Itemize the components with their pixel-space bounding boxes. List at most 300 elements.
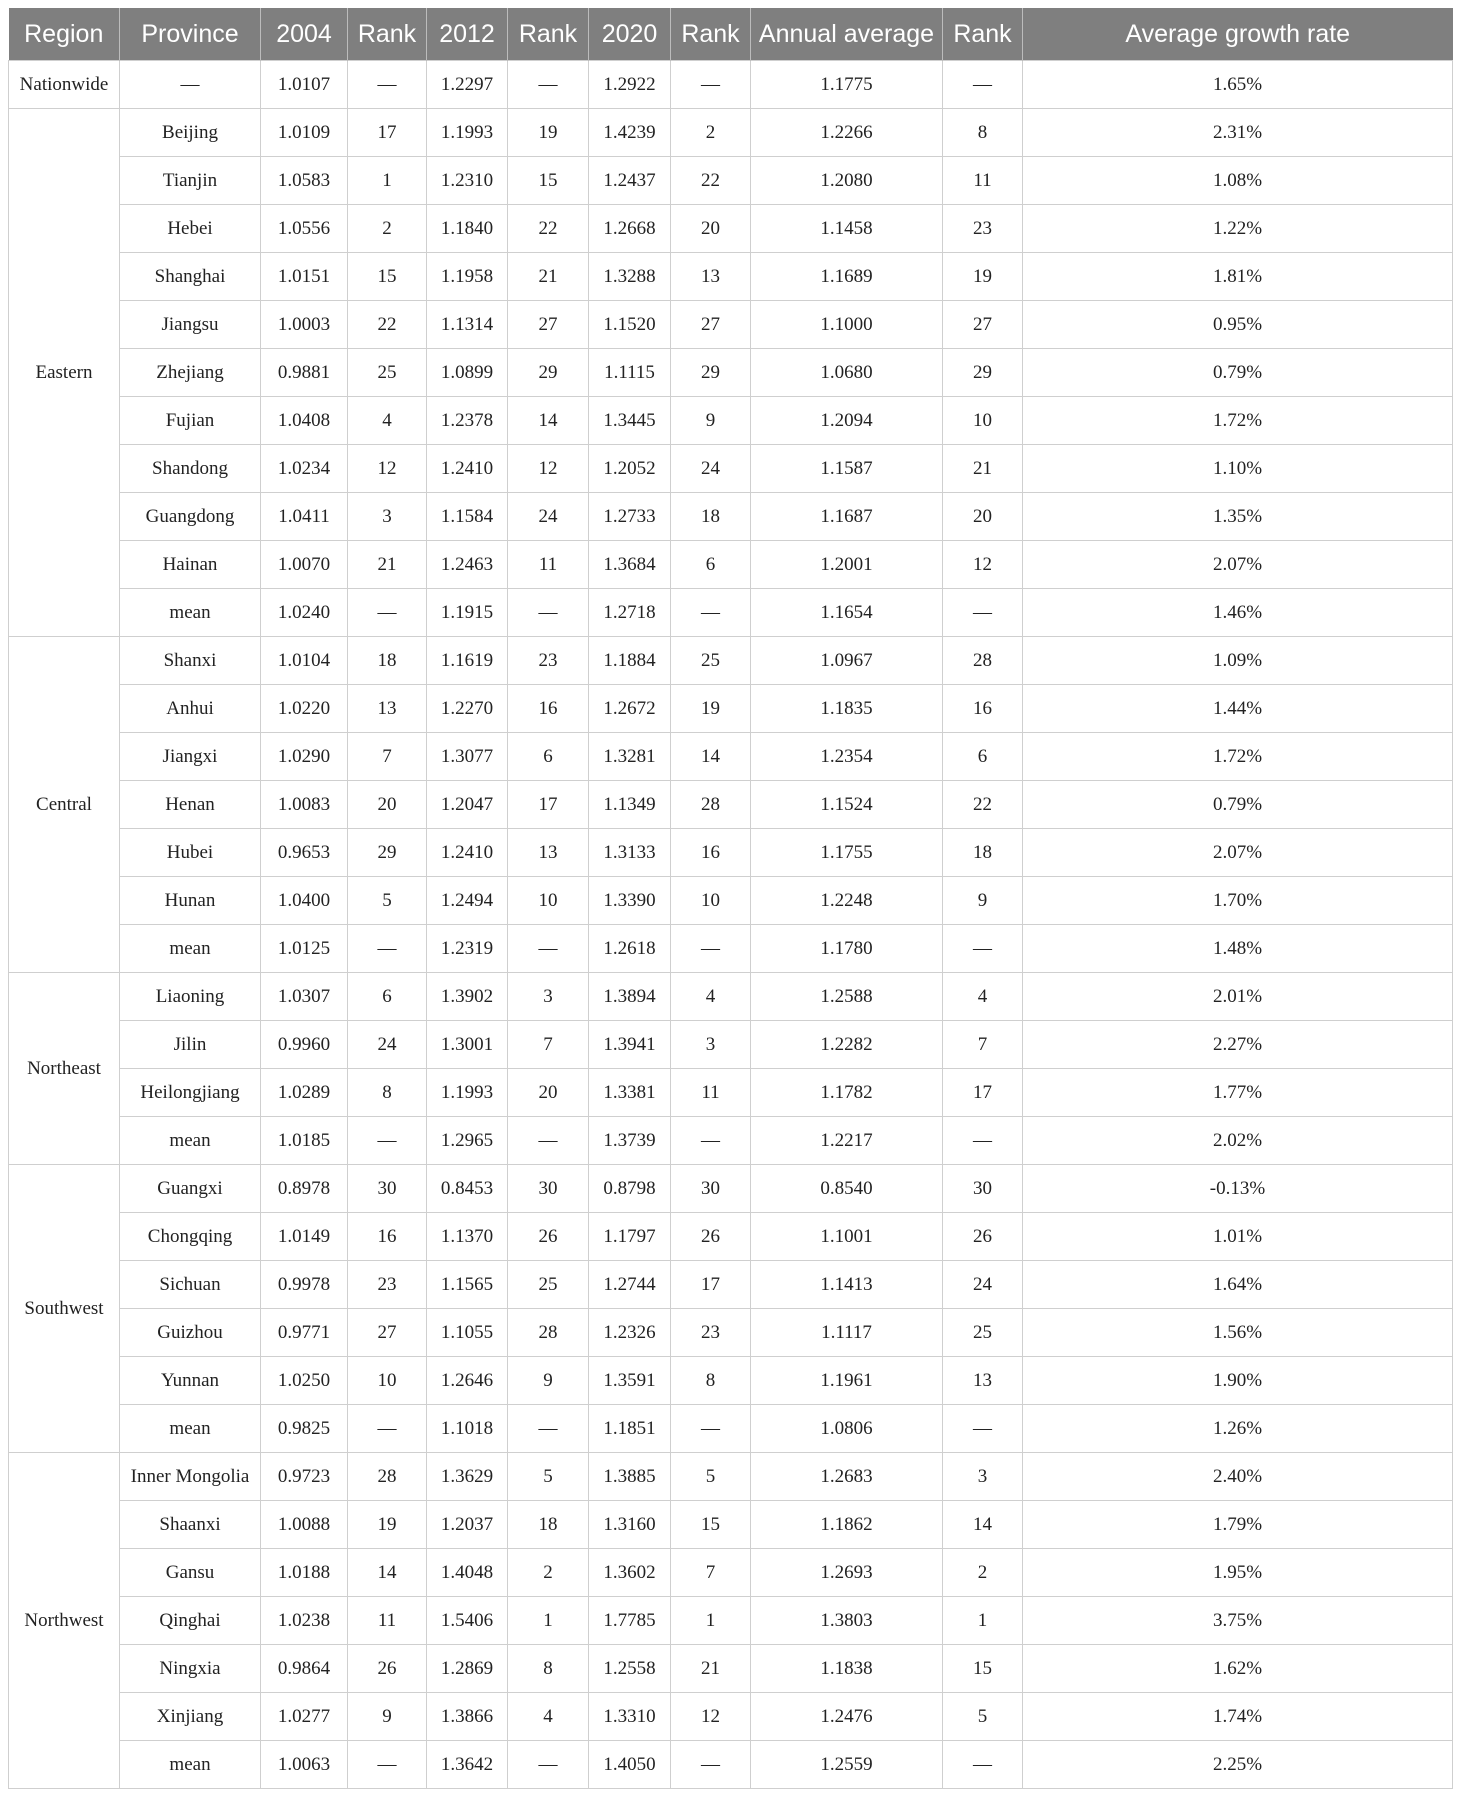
province-cell: mean [120,1405,261,1453]
value-cell: 1 [943,1597,1023,1645]
value-cell: 1.2037 [427,1501,508,1549]
value-cell: 17 [348,109,427,157]
value-cell: 1.56% [1023,1309,1453,1357]
province-cell: Jiangsu [120,301,261,349]
value-cell: 26 [348,1645,427,1693]
value-cell: 12 [508,445,589,493]
value-cell: 1.2718 [589,589,671,637]
value-cell: 0.9723 [261,1453,348,1501]
value-cell: 6 [671,541,751,589]
value-cell: 0.79% [1023,349,1453,397]
value-cell: 1.3602 [589,1549,671,1597]
value-cell: 1.3885 [589,1453,671,1501]
province-cell: Shaanxi [120,1501,261,1549]
value-cell: 11 [943,157,1023,205]
table-row [9,973,1453,1021]
province-cell: Gansu [120,1549,261,1597]
data-table [8,8,1453,1789]
value-cell: 1.2248 [751,877,943,925]
table-row [9,1213,1453,1261]
value-cell: — [671,1405,751,1453]
province-cell: Shanghai [120,253,261,301]
value-cell: 1.1835 [751,685,943,733]
value-cell: 1.2094 [751,397,943,445]
value-cell: 1.90% [1023,1357,1453,1405]
value-cell: 28 [348,1453,427,1501]
value-cell: 1.65% [1023,61,1453,109]
value-cell: 6 [348,973,427,1021]
value-cell: 1.1797 [589,1213,671,1261]
value-cell: 1.2270 [427,685,508,733]
province-cell: Hainan [120,541,261,589]
province-cell: Ningxia [120,1645,261,1693]
table-row [9,109,1453,157]
value-cell: 2.31% [1023,109,1453,157]
value-cell: 17 [671,1261,751,1309]
value-cell: 5 [508,1453,589,1501]
value-cell: 2 [671,109,751,157]
table-row [9,589,1453,637]
column-header: Rank [671,8,751,61]
value-cell: 2 [943,1549,1023,1597]
value-cell: 1.1782 [751,1069,943,1117]
table-row [9,637,1453,685]
province-cell: Hubei [120,829,261,877]
value-cell: 1.2001 [751,541,943,589]
table-row [9,493,1453,541]
value-cell: 25 [943,1309,1023,1357]
value-cell: 28 [508,1309,589,1357]
value-cell: 1.0063 [261,1741,348,1789]
value-cell: 18 [508,1501,589,1549]
table-row [9,1405,1453,1453]
value-cell: 1.2476 [751,1693,943,1741]
value-cell: 8 [348,1069,427,1117]
value-cell: 1.2463 [427,541,508,589]
value-cell: 1.01% [1023,1213,1453,1261]
value-cell: 15 [671,1501,751,1549]
value-cell: 0.9864 [261,1645,348,1693]
value-cell: 20 [508,1069,589,1117]
value-cell: 14 [671,733,751,781]
value-cell: 1.1838 [751,1645,943,1693]
value-cell: 10 [943,397,1023,445]
value-cell: — [348,589,427,637]
value-cell: 1.46% [1023,589,1453,637]
value-cell: 0.8453 [427,1165,508,1213]
value-cell: 1.1915 [427,589,508,637]
value-cell: 7 [943,1021,1023,1069]
value-cell: 26 [671,1213,751,1261]
value-cell: 30 [943,1165,1023,1213]
value-cell: 1.3629 [427,1453,508,1501]
value-cell: 19 [943,253,1023,301]
value-cell: 8 [508,1645,589,1693]
value-cell: 1 [671,1597,751,1645]
value-cell: 1.0277 [261,1693,348,1741]
value-cell: 22 [943,781,1023,829]
value-cell: 1 [348,157,427,205]
province-cell: Yunnan [120,1357,261,1405]
value-cell: 1.1117 [751,1309,943,1357]
value-cell: 1.0109 [261,109,348,157]
value-cell: 1.1115 [589,349,671,397]
value-cell: 30 [671,1165,751,1213]
value-cell: 13 [943,1357,1023,1405]
value-cell: 18 [943,829,1023,877]
region-cell: Eastern [9,109,120,637]
table-row [9,205,1453,253]
value-cell: — [508,61,589,109]
province-cell: Guangdong [120,493,261,541]
value-cell: 1.4239 [589,109,671,157]
value-cell: 1.2618 [589,925,671,973]
value-cell: — [508,1117,589,1165]
region-cell: Central [9,637,120,973]
value-cell: — [508,925,589,973]
table-row [9,1453,1453,1501]
value-cell: 1.2326 [589,1309,671,1357]
value-cell: 1.0680 [751,349,943,397]
value-cell: 25 [348,349,427,397]
province-cell: Xinjiang [120,1693,261,1741]
value-cell: 1.35% [1023,493,1453,541]
value-cell: 1.1370 [427,1213,508,1261]
column-header: 2020 [589,8,671,61]
value-cell: 21 [943,445,1023,493]
value-cell: 1.0238 [261,1597,348,1645]
value-cell: 25 [671,637,751,685]
value-cell: 16 [943,685,1023,733]
value-cell: 1.3077 [427,733,508,781]
column-header: Province [120,8,261,61]
value-cell: 1.77% [1023,1069,1453,1117]
value-cell: 21 [348,541,427,589]
value-cell: 0.9653 [261,829,348,877]
province-cell: Sichuan [120,1261,261,1309]
value-cell: 1.1961 [751,1357,943,1405]
value-cell: 8 [943,109,1023,157]
value-cell: 23 [943,205,1023,253]
province-cell: Beijing [120,109,261,157]
value-cell: 1.72% [1023,397,1453,445]
value-cell: 2.02% [1023,1117,1453,1165]
value-cell: 1.2378 [427,397,508,445]
value-cell: — [348,61,427,109]
value-cell: 1.0899 [427,349,508,397]
value-cell: 1 [508,1597,589,1645]
value-cell: 9 [348,1693,427,1741]
value-cell: 4 [943,973,1023,1021]
value-cell: 1.0149 [261,1213,348,1261]
value-cell: 1.1862 [751,1501,943,1549]
value-cell: 26 [508,1213,589,1261]
value-cell: 1.1851 [589,1405,671,1453]
value-cell: 10 [671,877,751,925]
value-cell: 3 [943,1453,1023,1501]
value-cell: — [508,1741,589,1789]
value-cell: 1.2733 [589,493,671,541]
value-cell: 7 [671,1549,751,1597]
value-cell: 30 [508,1165,589,1213]
value-cell: 9 [671,397,751,445]
province-cell: mean [120,1117,261,1165]
value-cell: 1.1619 [427,637,508,685]
column-header: Rank [508,8,589,61]
value-cell: 15 [348,253,427,301]
value-cell: 13 [671,253,751,301]
value-cell: 6 [508,733,589,781]
province-cell: Anhui [120,685,261,733]
value-cell: 1.81% [1023,253,1453,301]
value-cell: 1.1993 [427,109,508,157]
value-cell: 1.3591 [589,1357,671,1405]
province-cell: mean [120,1741,261,1789]
value-cell: 1.2297 [427,61,508,109]
value-cell: 24 [671,445,751,493]
value-cell: 4 [508,1693,589,1741]
value-cell: 1.3133 [589,829,671,877]
value-cell: 13 [348,685,427,733]
value-cell: — [943,1405,1023,1453]
value-cell: 29 [348,829,427,877]
value-cell: 16 [508,685,589,733]
value-cell: 14 [508,397,589,445]
value-cell: 30 [348,1165,427,1213]
table-row [9,781,1453,829]
table-row [9,61,1453,109]
value-cell: 1.2266 [751,109,943,157]
value-cell: 1.3941 [589,1021,671,1069]
value-cell: 7 [508,1021,589,1069]
value-cell: 1.2558 [589,1645,671,1693]
value-cell: 12 [943,541,1023,589]
value-cell: -0.13% [1023,1165,1453,1213]
value-cell: 3.75% [1023,1597,1453,1645]
value-cell: 1.1458 [751,205,943,253]
value-cell: 1.0411 [261,493,348,541]
value-cell: 1.2494 [427,877,508,925]
value-cell: 1.4048 [427,1549,508,1597]
province-cell: Tianjin [120,157,261,205]
value-cell: 5 [348,877,427,925]
value-cell: — [671,589,751,637]
value-cell: 1.0188 [261,1549,348,1597]
province-cell: — [120,61,261,109]
column-header: Rank [348,8,427,61]
value-cell: 1.0240 [261,589,348,637]
value-cell: 1.1755 [751,829,943,877]
value-cell: 1.2310 [427,157,508,205]
value-cell: 1.0408 [261,397,348,445]
table-row [9,733,1453,781]
value-cell: 25 [508,1261,589,1309]
value-cell: 1.2646 [427,1357,508,1405]
value-cell: 1.2683 [751,1453,943,1501]
value-cell: 1.7785 [589,1597,671,1645]
value-cell: 1.4050 [589,1741,671,1789]
value-cell: 1.2410 [427,445,508,493]
value-cell: 1.1565 [427,1261,508,1309]
value-cell: 1.2282 [751,1021,943,1069]
value-cell: 29 [671,349,751,397]
value-cell: 24 [943,1261,1023,1309]
value-cell: 1.1524 [751,781,943,829]
value-cell: 1.95% [1023,1549,1453,1597]
value-cell: 1.1055 [427,1309,508,1357]
value-cell: 1.0307 [261,973,348,1021]
table-row [9,1741,1453,1789]
value-cell: — [348,925,427,973]
value-cell: 0.8978 [261,1165,348,1213]
column-header: 2004 [261,8,348,61]
value-cell: 20 [671,205,751,253]
value-cell: 1.2668 [589,205,671,253]
value-cell: — [943,61,1023,109]
value-cell: 1.79% [1023,1501,1453,1549]
value-cell: 17 [508,781,589,829]
value-cell: 1.2693 [751,1549,943,1597]
value-cell: 1.1775 [751,61,943,109]
table-row [9,1597,1453,1645]
value-cell: 1.08% [1023,157,1453,205]
value-cell: 1.2217 [751,1117,943,1165]
value-cell: 1.0556 [261,205,348,253]
value-cell: 22 [508,205,589,253]
value-cell: 19 [508,109,589,157]
value-cell: 2.01% [1023,973,1453,1021]
value-cell: 4 [348,397,427,445]
value-cell: 1.2047 [427,781,508,829]
table-row [9,1165,1453,1213]
region-cell: Northeast [9,973,120,1165]
value-cell: 21 [508,253,589,301]
value-cell: 1.62% [1023,1645,1453,1693]
table-row [9,157,1453,205]
province-cell: Chongqing [120,1213,261,1261]
value-cell: 1.44% [1023,685,1453,733]
value-cell: — [671,61,751,109]
table-row [9,1357,1453,1405]
value-cell: 1.1001 [751,1213,943,1261]
value-cell: 23 [508,637,589,685]
value-cell: 1.3894 [589,973,671,1021]
region-cell: Nationwide [9,61,120,109]
province-cell: Guizhou [120,1309,261,1357]
value-cell: 23 [348,1261,427,1309]
table-row [9,301,1453,349]
value-cell: 1.1349 [589,781,671,829]
value-cell: 1.70% [1023,877,1453,925]
table-row [9,877,1453,925]
value-cell: 1.2559 [751,1741,943,1789]
value-cell: 1.1520 [589,301,671,349]
value-cell: 28 [671,781,751,829]
value-cell: 15 [508,157,589,205]
value-cell: 3 [508,973,589,1021]
value-cell: 1.1993 [427,1069,508,1117]
value-cell: 2.07% [1023,541,1453,589]
value-cell: 20 [943,493,1023,541]
value-cell: 22 [671,157,751,205]
value-cell: 29 [508,349,589,397]
value-cell: 1.2354 [751,733,943,781]
value-cell: — [348,1405,427,1453]
value-cell: — [943,925,1023,973]
value-cell: 12 [671,1693,751,1741]
value-cell: 1.1884 [589,637,671,685]
value-cell: 0.9771 [261,1309,348,1357]
value-cell: 12 [348,445,427,493]
value-cell: 1.26% [1023,1405,1453,1453]
column-header: Rank [943,8,1023,61]
province-cell: Jiangxi [120,733,261,781]
value-cell: 1.3001 [427,1021,508,1069]
table-row [9,397,1453,445]
value-cell: 3 [348,493,427,541]
value-cell: 1.3160 [589,1501,671,1549]
value-cell: 0.9978 [261,1261,348,1309]
value-cell: 18 [348,637,427,685]
value-cell: 23 [671,1309,751,1357]
value-cell: 1.0070 [261,541,348,589]
value-cell: 0.95% [1023,301,1453,349]
value-cell: 16 [348,1213,427,1261]
table-row [9,1645,1453,1693]
value-cell: 1.1689 [751,253,943,301]
value-cell: 1.0806 [751,1405,943,1453]
value-cell: 1.0583 [261,157,348,205]
province-cell: Guangxi [120,1165,261,1213]
value-cell: 26 [943,1213,1023,1261]
value-cell: — [671,1741,751,1789]
value-cell: 1.2869 [427,1645,508,1693]
value-cell: 1.5406 [427,1597,508,1645]
value-cell: 16 [671,829,751,877]
value-cell: 1.0151 [261,253,348,301]
value-cell: — [943,1117,1023,1165]
province-cell: Zhejiang [120,349,261,397]
table-row [9,1117,1453,1165]
value-cell: 1.3288 [589,253,671,301]
province-cell: Shanxi [120,637,261,685]
value-cell: — [348,1117,427,1165]
value-cell: 24 [508,493,589,541]
table-row [9,685,1453,733]
value-cell: — [943,1741,1023,1789]
value-cell: 1.1840 [427,205,508,253]
value-cell: 2.40% [1023,1453,1453,1501]
value-cell: 1.1413 [751,1261,943,1309]
value-cell: 1.0234 [261,445,348,493]
province-cell: Jilin [120,1021,261,1069]
table-row [9,1693,1453,1741]
value-cell: 2.27% [1023,1021,1453,1069]
value-cell: 7 [348,733,427,781]
value-cell: — [508,1405,589,1453]
value-cell: 4 [671,973,751,1021]
value-cell: 0.9825 [261,1405,348,1453]
value-cell: 1.2319 [427,925,508,973]
value-cell: 0.8798 [589,1165,671,1213]
value-cell: 15 [943,1645,1023,1693]
value-cell: 5 [943,1693,1023,1741]
value-cell: 10 [508,877,589,925]
value-cell: 5 [671,1453,751,1501]
value-cell: 1.1687 [751,493,943,541]
value-cell: 2.07% [1023,829,1453,877]
value-cell: — [348,1741,427,1789]
